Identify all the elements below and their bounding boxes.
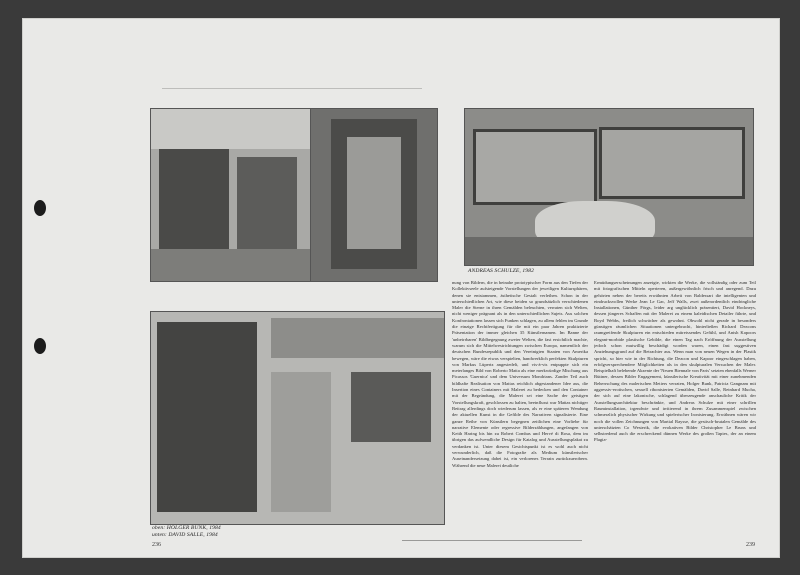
photo-standing-figure-panel bbox=[310, 108, 438, 282]
photo-holger-bunk-installation bbox=[150, 108, 312, 282]
punch-hole-bottom bbox=[34, 338, 46, 354]
text-column-middle: nung von Bildern, die in beinahe prototypischer Form aus den Tiefen der Kollektivseele aufsteigende Vorstellungen der jeweiligen Kultursphären, denen sie entstammen, ästhetische Gestalt verleihen. Schon in der unterschiedlichen Art, wie diese beiden so grundsätzlich verschiedenen Maler die Sterne in ihren Gemälden beleuchten, verraten sich Welten, nicht weniger prägnant als in den unterschiedlichen Sujets. Aus solchen Konfrontationen lassen sich Funken schlagen, zu allem fehlen im Grunde die einzige Rechtfertigung für die mit ein paar Jahren praktizierte Präsentation der immer gleichen 35 Künstlernamen. Im Banne der 'unbeirrbaren' Bildbegegnung zweier Welten, die fast ersichtlich machte, warum sich die Mittelwestrichtungen zwischen Europa, namentlich der deutschen Bundesrepublik und den Vereinigten Staaten von Amerika bewegen, wäre die etwas verspielten, handwerklich perfekten Skulpturen von Markus Lüpertz angesiedelt, und vis-à-vis entpuppte sich ein meterlanges Bild von Roberto Matta als eine merkwürdige Mischung aus Picassos 'Guernica' und dem Universum Mondrians. Zander Teil auch bildhafte Realisation von Mattas reichlich abgestandener Idee aus, die Insertion eines Containers mit Malerei zu bedecken und den Container mit der Begründung, die Malerei sei eine Sache der geistigen Vorstellungskraft, geschlossen zu halten, beeinflusst war Mattas nichtiger Beitrag allerdings doch wiederum lassen, als er eine späteren Wendung der aktuellen Kunst in die Gefilde des Narrativen signalisierte. Eine ganze Reihe von Künstlern begegnen zeitlichen eine Vorliebe für narrative Elemente oder regressive Bilderzählungen, angefangen von Keith Haring bis hin zu Robert Combas und Hervé di Rosa, dem im übrigen das aufwendliche Design für Katalog und Ausstellungsplakat zu verdanken ist. Unter diesem Gesichtspunkt ist es wohl auch nicht verwunderlich, daß die Fotografie als Medium künstlerischer Auseinandersetzung dabei ist, ein verlorenes Terrain zurückzuerobern. Während die neue Malerei deutliche bbox=[452, 280, 588, 468]
text-column-right: Ermüdungserscheinungen anzeigte, wirkten die Werke, die vollständig oder zum Teil mit fotografischen Mitteln operieren, außergewöhnlich frisch und anregend. Dazu gehörten neben der bereits erwähnten Arbeit von Baldessari die intelligenten und eindrucksvollen Werke Jean Le Gac, Jeff Walls, zwei außerordentlich eindringliche Installationen, Günther Förgs, leider arg unglücklich präsentiert, David Hockneys, dessen jüngeres Schaffen mit der Malerei zu einem kaleidischen Detailer führte, und Boyd Webbs, freilich schwächer als gewohnt. Obwohl nicht gerade in besonders günstigen räumlichen Situationen untergebracht, hinterließen Richard Deacons raumgreifende Skulpturen ein entschieden mitreissendes Gefühl, und Anish Kapoors elegant-morbide plastische Gebilde, die einen Tag nach Eröffnung der Ausstellung jedoch schon mutwillig beschädigt worden waren, einen fast suggestiven Anziehungsgrund auf die Betrachter aus. Wenn man von neuen Wegen in der Plastik spricht, so hier wie in der Richtung, die Deacon und Kapoor eingeschlagen haben, erfolgversprechendere Möglichkeiten als in den skulpturalen Versuchen der Maler. Beispielhaft belebende Akzente der 'Neuen Biennale von Paris' setzten ebenfalls Werner Büttner, dessen Bilder Engagement, künstlerische Kreativität mit einer zunehmenden Beherrschung des malerischen Metiers verraten, Holger Bunk, Patricia Gangnam mit aggressiv-erotischen, sexuell ribonisierten Gemälden, David Salle, Reinhard Mucha, der sich auf eine lakonische, schlagend überzeugende anschauliche Kritik der Ausstellungsarchitektur beschränkte, und Andreas Schulze mit einer schrillen Rauminstallation, irgendwie und irritierend in ihrem Zusammenspiel zwischen schmerzlich physischer Wirkung und spielerischer Ironisierung. Erwähnen wären wir noch die vollen Zeichnungen von Martial Raysse, die gestisch-brutalen Gemälde des unterschätzten Co Westerik, die evokativen Bilder Christopher Le Bruns und selbstredend auch die erschreckend dünnen Werke des großen Tapies, der an einem Plagia- bbox=[594, 280, 756, 443]
caption-david-salle: unten: DAVID SALLE, 1984 bbox=[152, 532, 218, 538]
punch-hole-top bbox=[34, 200, 46, 216]
caption-holger-bunk: oben: HOLGER BUNK, 1984 bbox=[152, 525, 221, 531]
caption-andreas-schulze: ANDREAS SCHULZE, 1982 bbox=[468, 268, 534, 274]
scan-artifact-line bbox=[402, 540, 582, 541]
scan-artifact-line bbox=[162, 88, 422, 89]
scanned-magazine-spread bbox=[22, 18, 780, 558]
page-number-right: 239 bbox=[746, 542, 755, 548]
page-number-left: 236 bbox=[152, 542, 161, 548]
photo-david-salle-installation bbox=[150, 311, 445, 525]
photo-andreas-schulze-installation bbox=[464, 108, 754, 266]
